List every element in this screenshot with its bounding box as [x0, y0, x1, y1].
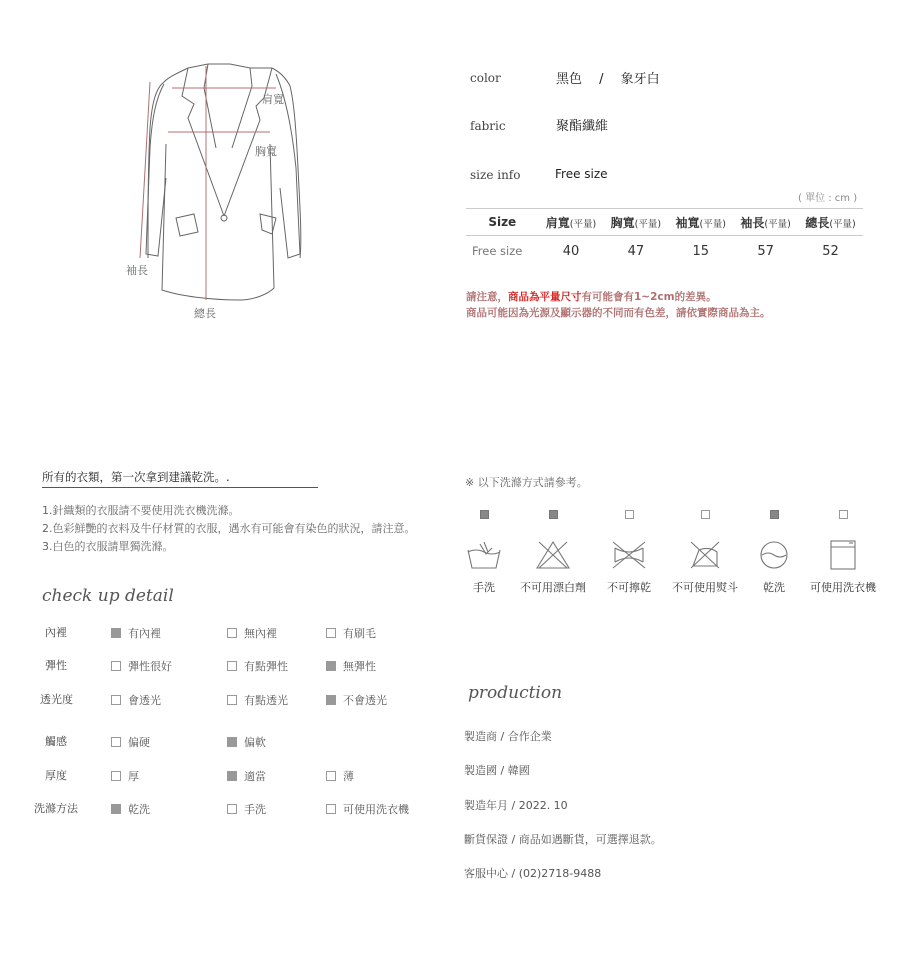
shoulder-label: 肩寬 — [262, 93, 284, 106]
unchecked-box-icon — [227, 661, 237, 671]
unchecked-box-icon — [227, 804, 237, 814]
check-option-label: 手洗 — [244, 803, 266, 816]
check-option — [227, 768, 266, 784]
check-option — [111, 801, 150, 817]
check-row-label: 內裡 — [45, 626, 67, 639]
unchecked-box-icon — [326, 804, 336, 814]
size-note — [466, 289, 717, 304]
no-bleach-icon — [533, 538, 573, 572]
size-col-header: 袖寬(平量) — [668, 209, 733, 236]
care-label: 不可用漂白劑 — [520, 581, 586, 594]
check-option — [326, 692, 387, 708]
checked-box-icon — [326, 661, 336, 671]
check-option-label: 乾洗 — [128, 803, 150, 816]
no-wring-icon — [609, 538, 649, 572]
production-date: 製造年月 / 2022. 10 — [464, 799, 568, 812]
check-option-label: 偏硬 — [128, 736, 150, 749]
color-value: 黑色 / 象牙白 — [556, 72, 660, 87]
care-label: 乾洗 — [763, 581, 785, 594]
color-note: 商品可能因為光源及顯示器的不同而有色差，請依實際商品為主。 — [466, 307, 771, 319]
jacket-diagram — [120, 58, 320, 320]
check-option — [227, 734, 266, 750]
care-label: 手洗 — [473, 581, 495, 594]
note-text: 有可能會有1~2cm的差異。 — [581, 291, 717, 303]
production-service: 客服中心 / (02)2718-9488 — [464, 867, 602, 880]
size-table — [466, 208, 863, 266]
size-col-header: 胸寬(平量) — [603, 209, 668, 236]
sleeve-label: 袖長 — [126, 264, 148, 277]
unchecked-box-icon — [111, 661, 121, 671]
check-option-label: 有刷毛 — [343, 627, 376, 640]
color-label: color — [470, 71, 501, 85]
unchecked-box-icon — [227, 695, 237, 705]
check-option — [227, 625, 277, 641]
size-col-header: 肩寬(平量) — [539, 209, 604, 236]
unchecked-box-icon — [227, 628, 237, 638]
hand-wash-icon — [464, 538, 504, 572]
check-option-label: 厚 — [128, 770, 139, 783]
check-row-label: 洗滌方法 — [34, 802, 78, 815]
check-option — [227, 692, 288, 708]
size-value-cell: 52 — [822, 243, 839, 259]
size-col-header: 袖長(平量) — [733, 209, 798, 236]
checked-box-icon — [480, 510, 489, 519]
unchecked-box-icon — [326, 628, 336, 638]
wash-notice-item: 2.色彩鮮艷的衣料及牛仔材質的衣服，遇水有可能會有染色的狀況，請注意。 — [42, 522, 416, 535]
care-label: 不可使用熨斗 — [672, 581, 738, 594]
check-row-label: 彈性 — [45, 659, 67, 672]
unchecked-box-icon — [111, 771, 121, 781]
check-option — [111, 625, 161, 641]
production-guarantee: 斷貨保證 / 商品如遇斷貨，可選擇退款。 — [464, 833, 662, 846]
washing-machine-icon — [823, 538, 863, 572]
check-row-label: 觸感 — [45, 735, 67, 748]
size-info-label: size info — [470, 168, 521, 182]
check-option — [326, 658, 376, 674]
size-value-cell: 57 — [757, 243, 774, 259]
check-option-label: 偏軟 — [244, 736, 266, 749]
checked-box-icon — [326, 695, 336, 705]
size-value-cell: 15 — [692, 243, 710, 259]
care-note: ※ 以下洗滌方式請參考。 — [465, 476, 588, 489]
size-col-header: Size — [466, 209, 539, 236]
checked-box-icon — [111, 628, 121, 638]
checked-box-icon — [227, 771, 237, 781]
dry-clean-icon — [754, 538, 794, 572]
no-iron-icon — [685, 538, 725, 572]
check-option — [326, 768, 354, 784]
care-label: 不可擰乾 — [607, 581, 651, 594]
check-option-label: 彈性很好 — [128, 660, 172, 673]
wash-notice-list — [42, 502, 416, 556]
check-option — [227, 658, 288, 674]
check-option — [111, 734, 150, 750]
size-info-value: Free size — [555, 167, 608, 181]
size-name-cell: Free size — [472, 244, 523, 258]
size-value-cell: 40 — [562, 243, 580, 259]
length-label: 總長 — [194, 307, 216, 320]
production-country: 製造國 / 韓國 — [464, 764, 530, 777]
unchecked-box-icon — [839, 510, 848, 519]
check-option-label: 適當 — [244, 770, 266, 783]
checked-box-icon — [770, 510, 779, 519]
wash-notice-title: 所有的衣類，第一次拿到建議乾洗。. — [42, 469, 318, 488]
chest-label: 胸寬 — [255, 145, 277, 158]
wash-notice-item: 1.針織類的衣服請不要使用洗衣機洗滌。 — [42, 504, 240, 517]
check-option-label: 不會透光 — [343, 694, 387, 707]
fabric-label: fabric — [470, 119, 506, 133]
check-option-label: 無內裡 — [244, 627, 277, 640]
check-option-label: 有點透光 — [244, 694, 288, 707]
production-title: production — [468, 683, 563, 703]
unit-note: ( 單位 : cm ) — [798, 193, 858, 204]
unchecked-box-icon — [111, 737, 121, 747]
unchecked-box-icon — [701, 510, 710, 519]
check-option — [326, 801, 409, 817]
care-label: 可使用洗衣機 — [810, 581, 876, 594]
check-option-label: 有點彈性 — [244, 660, 288, 673]
fabric-value: 聚酯纖維 — [556, 119, 609, 134]
note-highlight: 商品為平量尺寸 — [508, 291, 582, 303]
unchecked-box-icon — [326, 771, 336, 781]
check-option-label: 無彈性 — [343, 660, 376, 673]
check-option-label: 有內裡 — [128, 627, 161, 640]
check-option — [227, 801, 266, 817]
check-option-label: 可使用洗衣機 — [343, 803, 409, 816]
check-option — [111, 768, 139, 784]
table-row — [466, 236, 863, 267]
check-option — [326, 625, 376, 641]
size-col-header: 總長(平量) — [798, 209, 863, 236]
production-maker: 製造商 / 合作企業 — [464, 730, 552, 743]
wash-notice-item: 3.白色的衣服請單獨洗滌。 — [42, 540, 174, 553]
check-option-label: 薄 — [343, 770, 354, 783]
check-row-label: 厚度 — [45, 769, 67, 782]
check-option — [111, 658, 172, 674]
size-value-cell: 47 — [627, 243, 645, 259]
note-text: 請注意， — [466, 291, 508, 303]
checked-box-icon — [111, 804, 121, 814]
check-option — [111, 692, 161, 708]
check-up-title: check up detail — [42, 586, 174, 606]
unchecked-box-icon — [111, 695, 121, 705]
unchecked-box-icon — [625, 510, 634, 519]
checked-box-icon — [227, 737, 237, 747]
checked-box-icon — [549, 510, 558, 519]
check-row-label: 透光度 — [40, 693, 73, 706]
check-option-label: 會透光 — [128, 694, 161, 707]
size-table-header — [466, 209, 863, 236]
